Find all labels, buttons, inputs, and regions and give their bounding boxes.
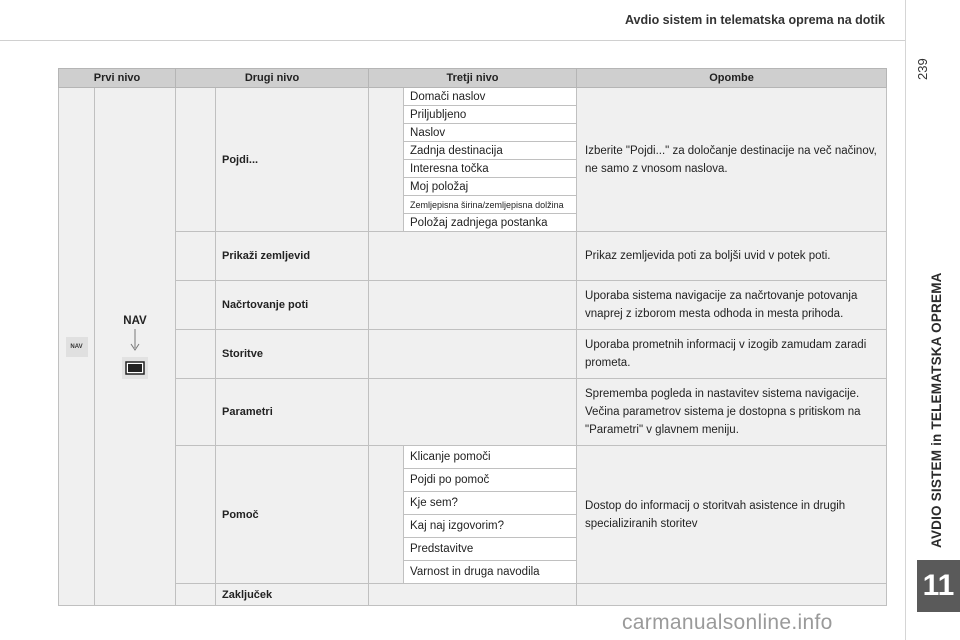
header-second-level: Drugi nivo <box>176 69 369 88</box>
second-level-label: Načrtovanje poti <box>216 281 369 330</box>
third-level-item: Pojdi po pomoč <box>404 469 577 492</box>
second-level-spacer <box>176 584 216 606</box>
third-level-item: Domači naslov <box>404 88 577 106</box>
second-level-spacer <box>176 379 216 446</box>
second-level-label: Pomoč <box>216 446 369 584</box>
third-level-spacer <box>369 88 404 232</box>
arrow-down-icon <box>128 329 142 351</box>
nav-menu-table <box>58 68 887 606</box>
third-level-empty <box>369 330 577 379</box>
second-level-spacer <box>176 330 216 379</box>
header-third-level: Tretji nivo <box>369 69 577 88</box>
table-row <box>59 232 887 281</box>
third-level-item: Zemljepisna širina/zemljepisna dolžina <box>404 196 577 214</box>
second-level-label: Parametri <box>216 379 369 446</box>
screen-icon <box>122 357 148 379</box>
second-level-label: Storitve <box>216 330 369 379</box>
header-first-level: Prvi nivo <box>59 69 176 88</box>
nav-icon: NAV <box>66 337 88 357</box>
third-level-item: Kje sem? <box>404 492 577 515</box>
note-cell: Izberite "Pojdi..." za določanje destinacije na več načinov, ne samo z vnosom naslova. <box>577 88 887 232</box>
header-divider <box>0 40 905 41</box>
third-level-item: Predstavitve <box>404 538 577 561</box>
second-level-label: Prikaži zemljevid <box>216 232 369 281</box>
third-level-item: Varnost in druga navodila <box>404 561 577 584</box>
second-level-spacer <box>176 232 216 281</box>
note-cell: Prikaz zemljevida poti za boljši uvid v potek poti. <box>577 232 887 281</box>
third-level-item: Interesna točka <box>404 160 577 178</box>
first-level-label-cell <box>95 88 176 606</box>
third-level-item: Moj položaj <box>404 178 577 196</box>
table-row <box>59 88 887 106</box>
watermark: carmanualsonline.info <box>622 611 833 634</box>
third-level-empty <box>369 379 577 446</box>
table-row <box>59 330 887 379</box>
second-level-label: Zaključek <box>216 584 369 606</box>
first-level-icon-cell <box>59 88 95 606</box>
table-header-row <box>59 69 887 88</box>
table-row <box>59 446 887 469</box>
chapter-number-tab: 11 <box>917 560 960 612</box>
third-level-item: Klicanje pomoči <box>404 446 577 469</box>
page-number: 239 <box>915 58 930 80</box>
note-cell: Uporaba sistema navigacije za načrtovanje potovanja vnaprej z izborom mesta odhoda in mesta prihoda. <box>577 281 887 330</box>
third-level-empty <box>369 232 577 281</box>
third-level-empty <box>369 584 577 606</box>
table-row <box>59 281 887 330</box>
third-level-item: Naslov <box>404 124 577 142</box>
second-level-label: Pojdi... <box>216 88 369 232</box>
note-cell: Uporaba prometnih informacij v izogib zamudam zaradi prometa. <box>577 330 887 379</box>
third-level-empty <box>369 281 577 330</box>
third-level-item: Zadnja destinacija <box>404 142 577 160</box>
third-level-item: Položaj zadnjega postanka <box>404 214 577 232</box>
third-level-item: Priljubljeno <box>404 106 577 124</box>
second-level-spacer <box>176 281 216 330</box>
third-level-item: Kaj naj izgovorim? <box>404 515 577 538</box>
page-header-title: Avdio sistem in telematska oprema na dotik <box>624 13 885 27</box>
table-row <box>59 584 887 606</box>
chapter-side-title: AVDIO SISTEM in TELEMATSKA OPREMA <box>929 272 944 548</box>
note-cell: Sprememba pogleda in nastavitev sistema navigacije. Večina parametrov sistema je dostopna s pritiskom na "Parametri" v glavnem meniju. <box>577 379 887 446</box>
note-cell: Dostop do informacij o storitvah asistence in drugih specializiranih storitev <box>577 446 887 584</box>
header-notes: Opombe <box>577 69 887 88</box>
second-level-spacer <box>176 446 216 584</box>
third-level-spacer <box>369 446 404 584</box>
table-row <box>59 379 887 446</box>
note-cell <box>577 584 887 606</box>
margin-divider <box>905 0 906 640</box>
nav-label: NAV <box>123 314 147 327</box>
second-level-spacer <box>176 88 216 232</box>
